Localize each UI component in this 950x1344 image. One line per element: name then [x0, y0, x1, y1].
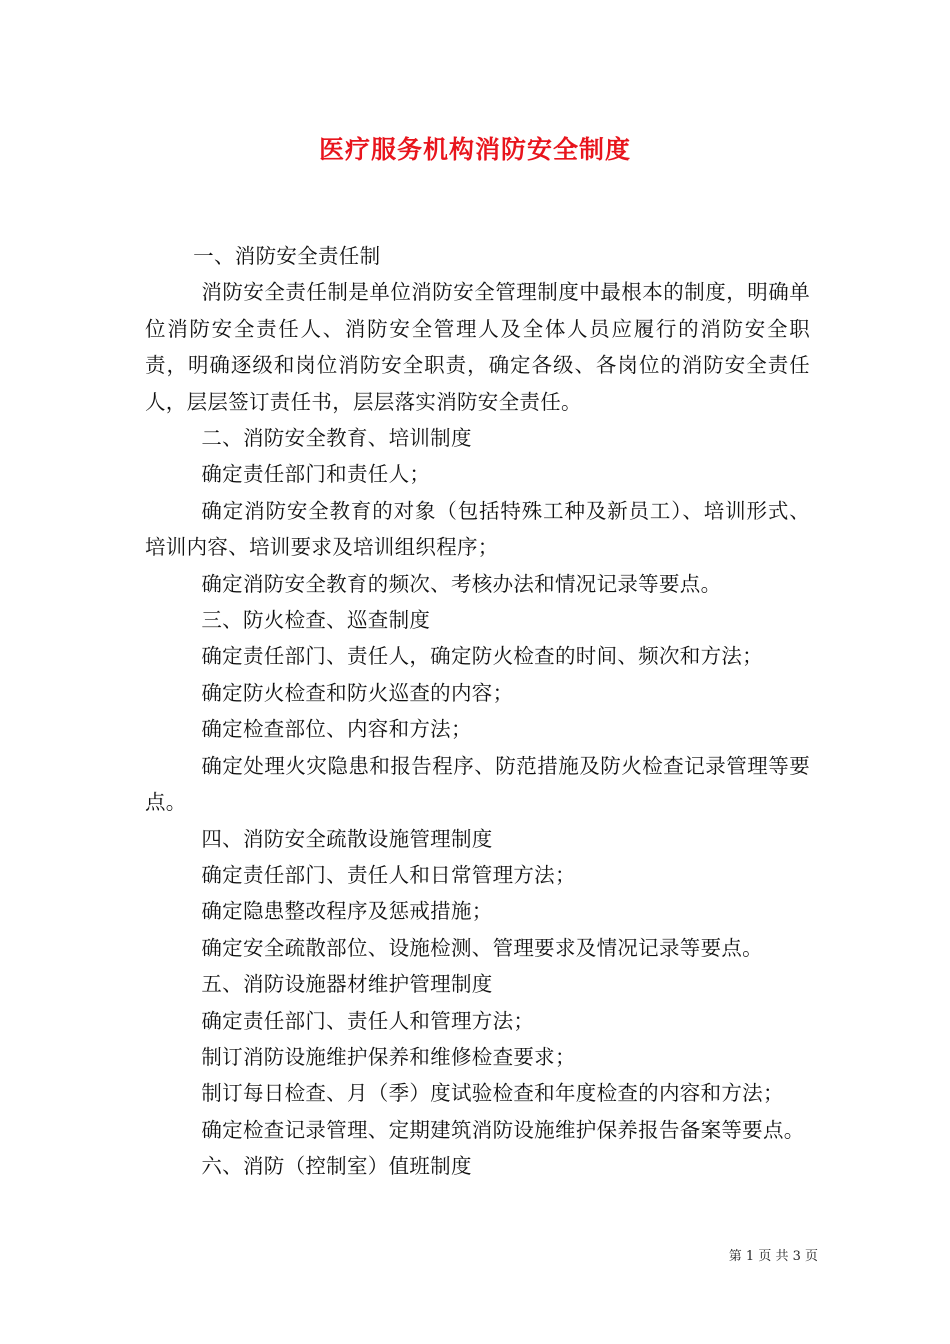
document-title: 医疗服务机构消防安全制度 — [318, 135, 631, 164]
paragraph: 确定责任部门、责任人，确定防火检查的时间、频次和方法； — [201, 644, 763, 669]
page-number: 第 1 页 共 3 页 — [728, 1249, 818, 1264]
paragraph: 确定检查部位、内容和方法； — [201, 717, 472, 742]
paragraph: 确定责任部门和责任人； — [201, 462, 431, 487]
paragraph: 确定消防安全教育的频次、考核办法和情况记录等要点。 — [201, 571, 722, 596]
section-heading: 三、防火检查、巡查制度 — [201, 608, 431, 633]
paragraph: 确定责任部门、责任人和日常管理方法； — [201, 862, 576, 887]
paragraph: 制订消防设施维护保养和维修检查要求； — [201, 1044, 576, 1069]
section-heading: 四、消防安全疏散设施管理制度 — [201, 826, 493, 851]
paragraph: 确定防火检查和防火巡查的内容； — [201, 680, 514, 705]
document-body — [145, 238, 810, 1185]
paragraph: 确定消防安全教育的对象（包括特殊工种及新员工）、培训形式、培训内容、培训要求及培训组织程序； — [145, 498, 810, 560]
section-heading: 六、消防（控制室）值班制度 — [201, 1154, 472, 1179]
paragraph: 制订每日检查、月（季）度试验检查和年度检查的内容和方法； — [201, 1081, 784, 1106]
paragraph: 消防安全责任制是单位消防安全管理制度中最根本的制度，明确单位消防安全责任人、消防安全管理人及全体人员应履行的消防安全职责，明确逐级和岗位消防安全职责，确定各级、各岗位的消防安全责任人，层层签订责任书，层层落实消防安全责任。 — [145, 280, 810, 414]
paragraph: 确定隐患整改程序及惩戒措施； — [201, 899, 493, 924]
paragraph: 确定责任部门、责任人和管理方法； — [201, 1008, 535, 1033]
paragraph: 确定处理火灾隐患和报告程序、防范措施及防火检查记录管理等要点。 — [145, 753, 810, 815]
paragraph: 确定安全疏散部位、设施检测、管理要求及情况记录等要点。 — [201, 935, 763, 960]
section-heading: 五、消防设施器材维护管理制度 — [201, 972, 493, 997]
section-heading: 二、消防安全教育、培训制度 — [201, 426, 472, 451]
section-heading: 一、消防安全责任制 — [193, 244, 381, 268]
paragraph: 确定检查记录管理、定期建筑消防设施维护保养报告备案等要点。 — [201, 1117, 805, 1142]
